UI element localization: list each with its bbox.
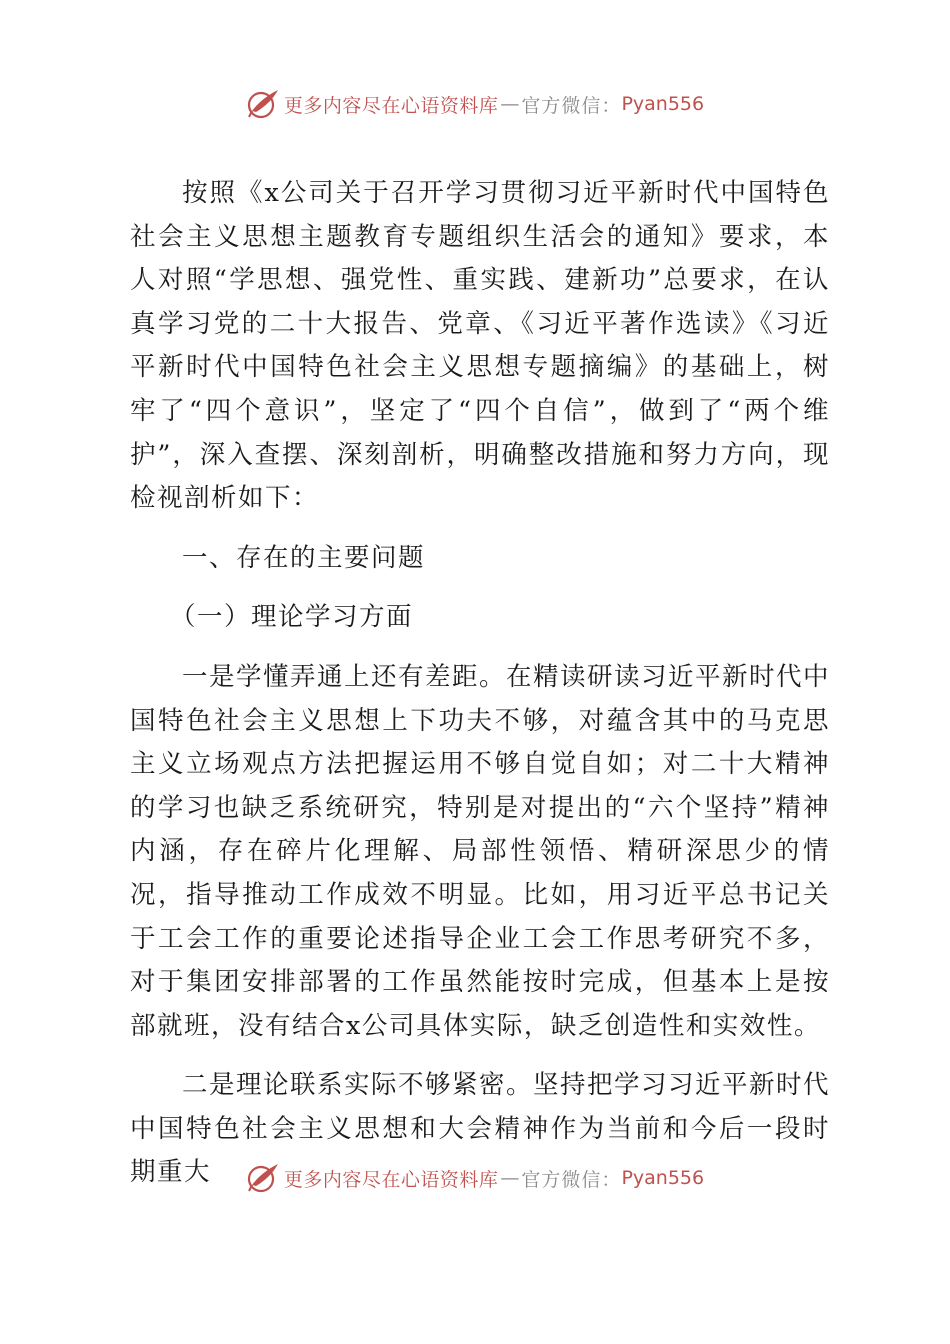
- header-banner: [0, 84, 950, 124]
- subsection-heading: （一）理论学习方面: [170, 602, 414, 633]
- banner-wechat-label: 官方微信：: [521, 1168, 622, 1191]
- footer-banner: [0, 1158, 950, 1198]
- banner-separator: —: [500, 1167, 520, 1189]
- banner-wechat-id: Pyan556: [621, 1167, 705, 1189]
- section-heading: 一、存在的主要问题: [182, 542, 426, 573]
- banner-title: 更多内容尽在心语资料库: [283, 1168, 499, 1191]
- intro-paragraph: 按照《x公司关于召开学习贯彻习近平新时代中国特色社会主义思想主题教育专题组织生活会的通知》要求，本人对照“学思想、强党性、重实践、建新功”总要求，在认真学习党的二十大报告、党章、《习近平著作选读》《习近平新时代中国特色社会主义思想专题摘编》的基础上，树牢了“四个意识”，坚定了“四个自信”，做到了“两个维护”，深入查摆、深刻剖析，明确整改措施和努力方向，现检视剖析如下：: [130, 178, 830, 514]
- quill-pen-icon: [246, 1161, 280, 1195]
- banner-separator: —: [500, 93, 520, 115]
- banner-title: 更多内容尽在心语资料库: [283, 94, 499, 117]
- document-body: [130, 172, 830, 1195]
- banner-wechat-label: 官方微信：: [521, 94, 622, 117]
- banner-wechat-id: Pyan556: [621, 93, 705, 115]
- point-two-paragraph: 二是理论联系实际不够紧密。坚持把学习习近平新时代中国特色社会主义思想和大会精神作为当前和今后一段时期重大: [130, 1070, 831, 1188]
- quill-pen-icon: [246, 87, 280, 121]
- point-one-paragraph: 一是学懂弄通上还有差距。在精读研读习近平新时代中国特色社会主义思想上下功夫不够，对蕴含其中的马克思主义立场观点方法把握运用不够自觉自如；对二十大精神的学习也缺乏系统研究，特别是对提出的“六个坚持”精神内涵，存在碎片化理解、局部性领悟、精研深思少的情况，指导推动工作成效不明显。比如，用习近平总书记关于工会工作的重要论述指导企业工会工作思考研究不多，对于集团安排部署的工作虽然能按时完成，但基本上是按部就班，没有结合x公司具体实际，缺乏创造性和实效性。: [130, 661, 831, 1041]
